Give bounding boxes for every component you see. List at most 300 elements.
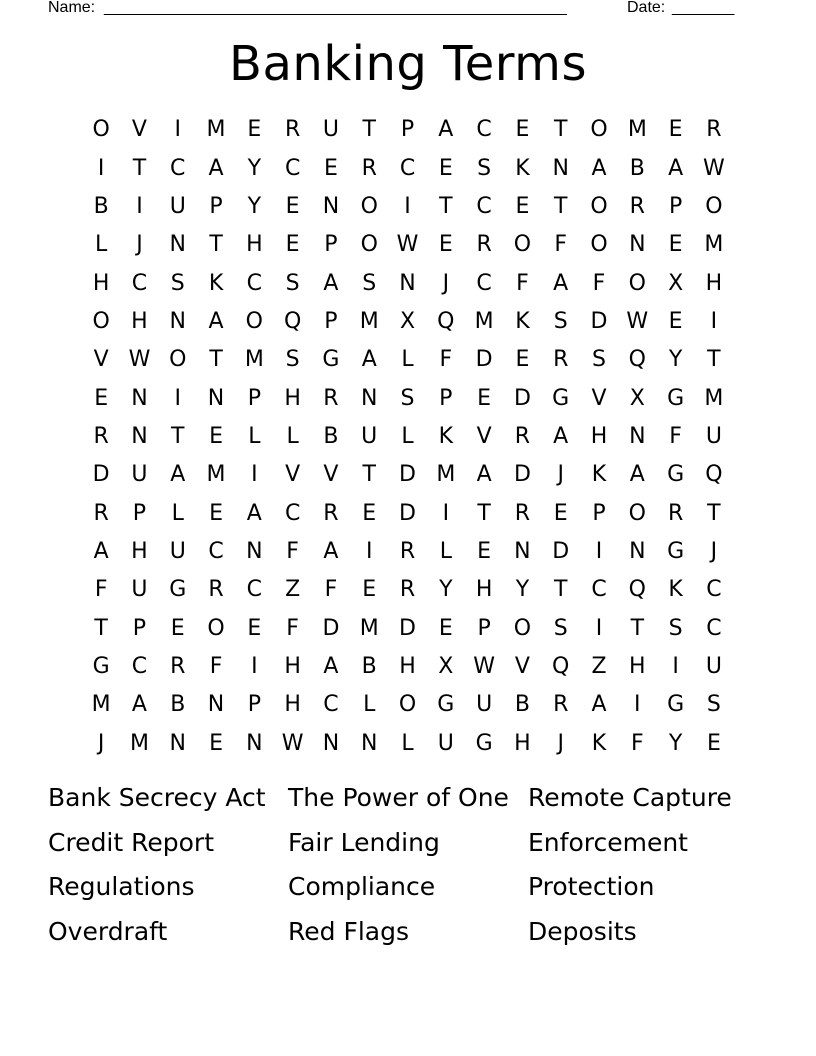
grid-letter[interactable]: M xyxy=(129,730,149,756)
grid-letter[interactable]: L xyxy=(401,347,414,373)
grid-letter[interactable]: O xyxy=(92,117,110,143)
grid-letter[interactable]: L xyxy=(95,232,108,258)
grid-letter[interactable]: S xyxy=(477,155,492,181)
grid-letter[interactable]: V xyxy=(476,423,492,449)
grid-letter[interactable]: R xyxy=(93,423,109,449)
grid-letter[interactable]: I xyxy=(97,155,105,181)
grid-letter[interactable]: D xyxy=(513,385,531,411)
grid-letter[interactable]: I xyxy=(251,653,258,679)
grid-letter[interactable]: J xyxy=(710,538,718,564)
grid-letter[interactable]: T xyxy=(707,500,721,526)
grid-letter[interactable]: D xyxy=(552,538,570,564)
grid-letter[interactable]: E xyxy=(362,577,377,603)
grid-letter[interactable]: D xyxy=(475,347,493,373)
grid-letter[interactable]: C xyxy=(284,155,301,181)
grid-letter[interactable]: D xyxy=(399,500,416,526)
grid-letter[interactable]: A xyxy=(323,270,339,296)
grid-letter[interactable]: A xyxy=(629,462,645,488)
grid-letter[interactable]: Q xyxy=(283,308,302,334)
grid-letter[interactable]: E xyxy=(362,500,377,526)
grid-letter[interactable]: N xyxy=(629,538,646,564)
grid-letter[interactable]: N xyxy=(322,193,340,219)
grid-letter[interactable]: I xyxy=(174,117,181,143)
grid-letter[interactable]: A xyxy=(553,423,569,449)
grid-letter[interactable]: H xyxy=(284,692,301,718)
grid-letter[interactable]: O xyxy=(92,308,110,334)
grid-letter[interactable]: C xyxy=(706,615,722,641)
grid-letter[interactable]: E xyxy=(170,615,185,641)
grid-letter[interactable]: X xyxy=(629,385,645,411)
grid-letter[interactable]: A xyxy=(323,538,339,564)
grid-letter[interactable]: R xyxy=(93,500,109,526)
grid-letter[interactable]: S xyxy=(706,692,721,718)
grid-letter[interactable]: U xyxy=(476,692,493,718)
grid-letter[interactable]: F xyxy=(439,347,453,373)
grid-letter[interactable]: E xyxy=(247,615,262,641)
grid-letter[interactable]: I xyxy=(174,385,181,411)
grid-letter[interactable]: G xyxy=(437,692,455,718)
grid-letter[interactable]: W xyxy=(703,155,725,181)
grid-letter[interactable]: N xyxy=(360,385,378,411)
grid-letter[interactable]: W xyxy=(396,232,419,258)
word-list xyxy=(48,778,768,956)
grid-letter[interactable]: Y xyxy=(515,577,530,603)
grid-letter[interactable]: M xyxy=(359,308,379,334)
grid-letter[interactable]: I xyxy=(595,615,603,641)
grid-letter[interactable]: R xyxy=(323,500,339,526)
grid-letter[interactable]: A xyxy=(438,117,454,143)
grid-letter[interactable]: P xyxy=(132,500,147,526)
grid-letter[interactable]: E xyxy=(515,347,530,373)
grid-letter[interactable]: P xyxy=(324,308,338,334)
grid-letter[interactable]: H xyxy=(131,538,148,564)
grid-letter[interactable]: T xyxy=(132,155,147,181)
grid-letter[interactable]: D xyxy=(590,308,608,334)
grid-letter[interactable]: V xyxy=(285,462,301,488)
grid-letter[interactable]: T xyxy=(362,462,376,488)
grid-letter[interactable]: N xyxy=(207,692,225,718)
grid-letter[interactable]: D xyxy=(322,615,340,641)
grid-letter[interactable]: F xyxy=(324,577,338,603)
grid-letter[interactable]: O xyxy=(590,117,608,143)
grid-letter[interactable]: U xyxy=(322,117,339,143)
grid-letter[interactable]: U xyxy=(705,653,722,679)
word-list-item: Compliance xyxy=(288,872,436,902)
grid-letter[interactable]: S xyxy=(170,270,185,296)
grid-letter[interactable]: E xyxy=(706,730,721,756)
grid-letter[interactable]: L xyxy=(439,538,452,564)
grid-letter[interactable]: M xyxy=(627,117,647,143)
grid-letter[interactable]: K xyxy=(208,270,224,296)
grid-letter[interactable]: R xyxy=(323,385,339,411)
grid-letter[interactable]: A xyxy=(246,500,262,526)
grid-letter[interactable]: V xyxy=(591,385,607,411)
grid-letter[interactable]: T xyxy=(209,347,223,373)
grid-letter[interactable]: M xyxy=(436,462,456,488)
grid-letter[interactable]: S xyxy=(285,347,300,373)
grid-letter[interactable]: E xyxy=(285,232,300,258)
grid-letter[interactable]: Y xyxy=(668,730,683,756)
grid-letter[interactable]: P xyxy=(247,692,261,718)
grid-letter[interactable]: E xyxy=(438,615,453,641)
grid-letter[interactable]: C xyxy=(476,270,492,296)
grid-letter[interactable]: I xyxy=(595,538,603,564)
grid-letter[interactable]: T xyxy=(439,193,453,219)
grid-letter[interactable]: A xyxy=(208,308,224,334)
grid-letter[interactable]: T xyxy=(553,577,568,603)
grid-letter[interactable]: G xyxy=(667,538,685,564)
grid-letter[interactable]: M xyxy=(91,692,111,718)
grid-letter[interactable]: G xyxy=(667,462,685,488)
grid-letter[interactable]: B xyxy=(514,692,530,718)
word-list-item: Bank Secrecy Act xyxy=(48,783,266,812)
word-list-item: Overdraft xyxy=(48,916,168,946)
grid-letter[interactable]: O xyxy=(590,232,608,258)
grid-letter[interactable]: U xyxy=(361,423,378,449)
grid-letter[interactable]: T xyxy=(477,500,491,526)
grid-letter[interactable]: K xyxy=(438,423,454,449)
grid-letter[interactable]: P xyxy=(439,385,453,411)
word-list-item: Protection xyxy=(528,872,655,902)
grid-letter[interactable]: C xyxy=(706,577,722,603)
grid-letter[interactable]: R xyxy=(284,117,301,143)
grid-letter[interactable]: K xyxy=(515,155,530,181)
grid-letter[interactable]: S xyxy=(668,615,683,641)
grid-letter[interactable]: N xyxy=(131,423,148,449)
grid-letter[interactable]: X xyxy=(668,270,684,296)
grid-letter[interactable]: J xyxy=(97,730,105,756)
grid-letter[interactable]: C xyxy=(284,500,301,526)
grid-letter[interactable]: N xyxy=(360,730,378,756)
grid-letter[interactable]: R xyxy=(170,653,186,679)
grid-letter[interactable]: T xyxy=(630,615,645,641)
grid-letter[interactable]: O xyxy=(207,615,225,641)
grid-letter[interactable]: R xyxy=(399,577,416,603)
word-search-grid xyxy=(82,111,733,763)
grid-letter[interactable]: H xyxy=(131,308,148,334)
grid-letter[interactable]: T xyxy=(362,117,376,143)
grid-letter[interactable]: V xyxy=(323,462,339,488)
grid-letter[interactable]: E xyxy=(209,423,223,449)
grid-letter[interactable]: N xyxy=(629,232,646,258)
grid-letter[interactable]: S xyxy=(362,270,377,296)
grid-letter[interactable]: N xyxy=(207,385,225,411)
grid-letter[interactable]: K xyxy=(668,577,683,603)
grid-letter[interactable]: D xyxy=(513,462,531,488)
grid-letter[interactable]: W xyxy=(281,730,304,756)
grid-letter[interactable]: E xyxy=(668,232,683,258)
grid-letter[interactable]: E xyxy=(477,538,492,564)
grid-letter[interactable]: A xyxy=(323,653,339,679)
date-field-line[interactable]: _______ xyxy=(672,0,735,16)
grid-letter[interactable]: X xyxy=(438,653,454,679)
grid-letter[interactable]: T xyxy=(707,347,721,373)
grid-letter[interactable]: G xyxy=(322,347,340,373)
grid-letter[interactable]: C xyxy=(476,193,492,219)
grid-letter[interactable]: B xyxy=(361,653,377,679)
grid-letter[interactable]: H xyxy=(246,232,263,258)
grid-letter[interactable]: R xyxy=(361,155,377,181)
grid-letter[interactable]: C xyxy=(170,155,186,181)
grid-letter[interactable]: E xyxy=(209,730,223,756)
grid-letter[interactable]: A xyxy=(361,347,377,373)
grid-letter[interactable]: G xyxy=(667,692,685,718)
grid-letter[interactable]: S xyxy=(553,615,568,641)
grid-letter[interactable]: O xyxy=(705,193,723,219)
grid-letter[interactable]: N xyxy=(246,538,263,564)
grid-letter[interactable]: I xyxy=(251,462,258,488)
grid-letter[interactable]: W xyxy=(128,347,151,373)
grid-letter[interactable]: F xyxy=(286,615,299,641)
grid-letter[interactable]: E xyxy=(668,117,683,143)
grid-letter[interactable]: N xyxy=(131,385,148,411)
grid-letter[interactable]: P xyxy=(477,615,491,641)
grid-letter[interactable]: O xyxy=(590,193,608,219)
grid-letter[interactable]: I xyxy=(365,538,373,564)
grid-letter[interactable]: R xyxy=(208,577,224,603)
grid-letter[interactable]: D xyxy=(399,615,416,641)
grid-letter[interactable]: H xyxy=(475,577,493,603)
grid-letter[interactable]: H xyxy=(705,270,723,296)
grid-letter[interactable]: N xyxy=(629,423,646,449)
grid-letter[interactable]: I xyxy=(442,500,450,526)
grid-letter[interactable]: H xyxy=(284,653,301,679)
grid-letter[interactable]: Y xyxy=(247,193,262,219)
grid-letter[interactable]: J xyxy=(557,462,564,488)
grid-letter[interactable]: I xyxy=(136,193,143,219)
grid-letter[interactable]: Q xyxy=(552,653,570,679)
grid-letter[interactable]: L xyxy=(401,423,414,449)
grid-letter[interactable]: R xyxy=(706,117,722,143)
grid-letter[interactable]: U xyxy=(131,577,148,603)
grid-letter[interactable]: S xyxy=(553,308,568,334)
grid-letter[interactable]: B xyxy=(170,692,186,718)
grid-letter[interactable]: H xyxy=(629,653,646,679)
grid-letter[interactable]: O xyxy=(628,500,646,526)
grid-letter[interactable]: G xyxy=(552,385,570,411)
grid-letter[interactable]: R xyxy=(553,347,569,373)
grid-letter[interactable]: Y xyxy=(439,577,453,603)
grid-letter[interactable]: H xyxy=(590,423,608,449)
grid-letter[interactable]: F xyxy=(630,730,644,756)
grid-letter[interactable]: A xyxy=(93,538,109,564)
grid-letter[interactable]: O xyxy=(398,692,417,718)
grid-letter[interactable]: P xyxy=(592,500,606,526)
name-field-line[interactable]: ____________________________________________________ xyxy=(104,0,567,16)
grid-letter[interactable]: A xyxy=(591,155,607,181)
grid-letter[interactable]: Y xyxy=(247,155,262,181)
grid-letter[interactable]: E xyxy=(515,193,530,219)
grid-letter[interactable]: W xyxy=(626,308,649,334)
grid-letter[interactable]: C xyxy=(131,270,148,296)
grid-letter[interactable]: G xyxy=(92,653,110,679)
grid-letter[interactable]: C xyxy=(208,538,224,564)
grid-letter[interactable]: I xyxy=(634,692,641,718)
grid-letter[interactable]: E xyxy=(247,117,262,143)
grid-letter[interactable]: O xyxy=(169,347,187,373)
grid-letter[interactable]: Q xyxy=(628,577,646,603)
grid-letter[interactable]: O xyxy=(628,270,646,296)
grid-letter[interactable]: M xyxy=(206,117,226,143)
word-list-item: Fair Lending xyxy=(288,827,440,857)
grid-letter[interactable]: T xyxy=(553,193,568,219)
grid-letter[interactable]: L xyxy=(401,730,414,756)
grid-letter[interactable]: H xyxy=(92,270,110,296)
grid-letter[interactable]: Z xyxy=(285,577,301,603)
grid-letter[interactable]: J xyxy=(557,730,564,756)
grid-letter[interactable]: E xyxy=(94,385,109,411)
grid-letter[interactable]: M xyxy=(474,308,494,334)
grid-letter[interactable]: P xyxy=(247,385,261,411)
grid-letter[interactable]: A xyxy=(668,155,684,181)
grid-letter[interactable]: M xyxy=(206,462,226,488)
grid-letter[interactable]: O xyxy=(360,193,378,219)
grid-letter[interactable]: Y xyxy=(668,347,683,373)
grid-letter[interactable]: U xyxy=(169,193,186,219)
grid-letter[interactable]: F xyxy=(554,232,568,258)
grid-letter[interactable]: V xyxy=(93,347,109,373)
grid-letter[interactable]: F xyxy=(94,577,108,603)
grid-letter[interactable]: N xyxy=(399,270,416,296)
grid-letter[interactable]: N xyxy=(552,155,569,181)
grid-letter[interactable]: J xyxy=(442,270,450,296)
grid-letter[interactable]: Z xyxy=(591,653,607,679)
grid-letter[interactable]: H xyxy=(399,653,416,679)
grid-letter[interactable]: I xyxy=(710,308,718,334)
grid-letter[interactable]: E xyxy=(438,155,453,181)
grid-letter[interactable]: N xyxy=(322,730,340,756)
grid-letter[interactable]: S xyxy=(285,270,300,296)
grid-letter[interactable]: A xyxy=(553,270,569,296)
grid-letter[interactable]: T xyxy=(94,615,108,641)
grid-letter[interactable]: E xyxy=(477,385,492,411)
grid-letter[interactable]: G xyxy=(475,730,493,756)
grid-letter[interactable]: C xyxy=(246,577,263,603)
grid-letter[interactable]: C xyxy=(131,653,148,679)
grid-letter[interactable]: A xyxy=(208,155,224,181)
grid-letter[interactable]: P xyxy=(400,117,415,143)
grid-letter[interactable]: K xyxy=(515,308,530,334)
grid-letter[interactable]: A xyxy=(170,462,186,488)
grid-letter[interactable]: M xyxy=(359,615,379,641)
grid-letter[interactable]: K xyxy=(591,462,607,488)
grid-letter[interactable]: R xyxy=(514,423,531,449)
grid-letter[interactable]: A xyxy=(591,692,607,718)
grid-letter[interactable]: N xyxy=(169,730,186,756)
grid-letter[interactable]: F xyxy=(286,538,299,564)
grid-letter[interactable]: T xyxy=(209,232,223,258)
grid-letter[interactable]: N xyxy=(246,730,263,756)
word-list-item: Regulations xyxy=(48,872,195,902)
grid-letter[interactable]: B xyxy=(323,423,339,449)
grid-letter[interactable]: W xyxy=(473,653,495,679)
grid-letter[interactable]: O xyxy=(513,232,532,258)
grid-letter[interactable]: H xyxy=(284,385,301,411)
grid-letter[interactable]: F xyxy=(516,270,529,296)
grid-letter[interactable]: A xyxy=(131,692,147,718)
grid-letter[interactable]: P xyxy=(132,615,147,641)
grid-letter[interactable]: M xyxy=(704,232,724,258)
grid-letter[interactable]: E xyxy=(438,232,453,258)
grid-letter[interactable]: T xyxy=(553,117,568,143)
grid-letter[interactable]: Q xyxy=(437,308,455,334)
grid-letter[interactable]: R xyxy=(399,538,416,564)
grid-letter[interactable]: A xyxy=(476,462,492,488)
grid-letter[interactable]: V xyxy=(514,653,530,679)
grid-letter[interactable]: O xyxy=(513,615,532,641)
grid-letter[interactable]: C xyxy=(323,692,339,718)
grid-letter[interactable]: U xyxy=(169,538,186,564)
grid-letter[interactable]: F xyxy=(669,423,682,449)
grid-letter[interactable]: N xyxy=(169,232,186,258)
grid-letter[interactable]: P xyxy=(324,232,338,258)
grid-letter[interactable]: E xyxy=(668,308,683,334)
grid-letter[interactable]: X xyxy=(399,308,416,334)
grid-letter[interactable]: S xyxy=(592,347,606,373)
grid-letter[interactable]: N xyxy=(514,538,531,564)
grid-letter[interactable]: V xyxy=(131,117,147,143)
grid-letter[interactable]: U xyxy=(705,423,722,449)
grid-letter[interactable]: T xyxy=(171,423,185,449)
grid-letter[interactable]: E xyxy=(285,193,300,219)
grid-letter[interactable]: H xyxy=(514,730,531,756)
grid-letter[interactable]: R xyxy=(667,500,684,526)
grid-letter[interactable]: L xyxy=(248,423,261,449)
grid-letter[interactable]: C xyxy=(591,577,607,603)
grid-letter[interactable]: P xyxy=(668,193,683,219)
grid-letter[interactable]: E xyxy=(553,500,568,526)
grid-letter[interactable]: F xyxy=(592,270,606,296)
grid-letter[interactable]: L xyxy=(171,500,184,526)
grid-letter[interactable]: C xyxy=(399,155,416,181)
grid-letter[interactable]: B xyxy=(93,193,109,219)
word-list-item: Credit Report xyxy=(48,827,215,857)
grid-letter[interactable]: D xyxy=(399,462,416,488)
grid-letter[interactable]: E xyxy=(209,500,223,526)
grid-letter[interactable]: P xyxy=(209,193,223,219)
grid-letter[interactable]: O xyxy=(360,232,378,258)
grid-letter[interactable]: U xyxy=(437,730,454,756)
grid-letter[interactable]: R xyxy=(629,193,645,219)
grid-letter[interactable]: I xyxy=(404,193,411,219)
grid-letter[interactable]: C xyxy=(246,270,263,296)
grid-letter[interactable]: N xyxy=(169,308,186,334)
grid-letter[interactable]: J xyxy=(136,232,143,258)
grid-letter[interactable]: Q xyxy=(705,462,723,488)
grid-letter[interactable]: I xyxy=(672,653,679,679)
grid-letter[interactable]: O xyxy=(245,308,263,334)
grid-letter[interactable]: G xyxy=(169,577,187,603)
grid-letter[interactable]: R xyxy=(476,232,492,258)
grid-letter[interactable]: R xyxy=(553,692,569,718)
grid-letter[interactable]: G xyxy=(667,385,685,411)
grid-letter[interactable]: M xyxy=(704,385,724,411)
grid-letter[interactable]: S xyxy=(400,385,415,411)
grid-letter[interactable]: E xyxy=(323,155,338,181)
grid-letter[interactable]: K xyxy=(591,730,607,756)
grid-letter[interactable]: F xyxy=(209,653,223,679)
grid-letter[interactable]: M xyxy=(244,347,264,373)
grid-letter[interactable]: U xyxy=(131,462,148,488)
grid-letter[interactable]: R xyxy=(514,500,531,526)
grid-letter[interactable]: L xyxy=(363,692,376,718)
grid-letter[interactable]: B xyxy=(629,155,645,181)
grid-letter[interactable]: Q xyxy=(628,347,646,373)
grid-letter[interactable]: L xyxy=(286,423,299,449)
grid-letter[interactable]: E xyxy=(515,117,530,143)
grid-letter[interactable]: C xyxy=(476,117,492,143)
grid-letter[interactable]: D xyxy=(92,462,110,488)
